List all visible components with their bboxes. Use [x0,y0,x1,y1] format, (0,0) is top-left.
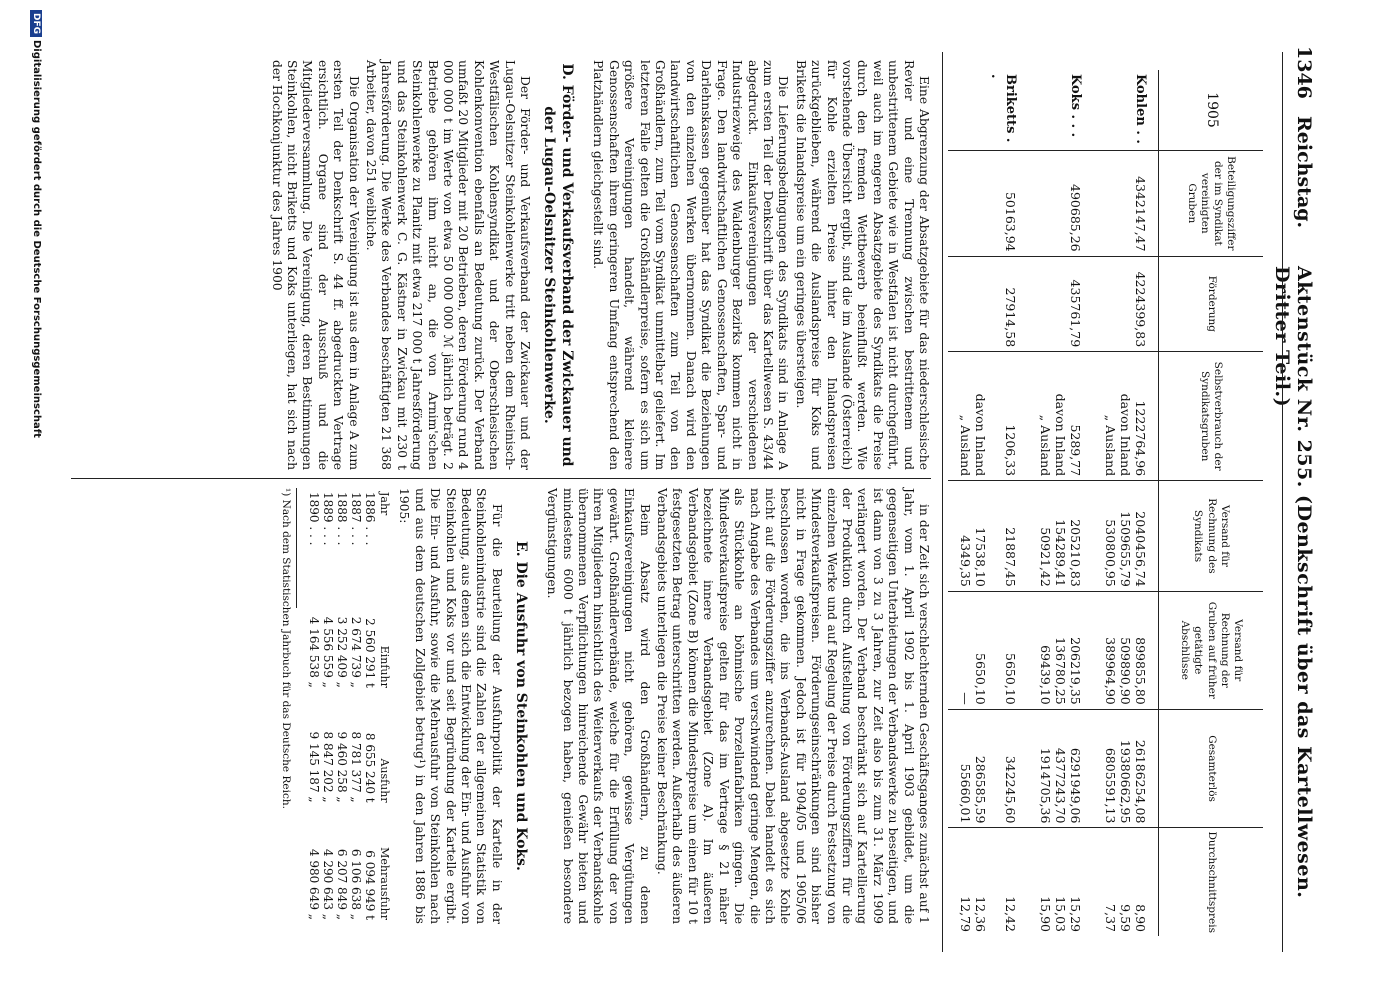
cell-selbstverbrauch-ausland: „ Ausland [1093,352,1118,481]
cell-selbstverbrauch-inland: davon Inland [1053,352,1068,481]
export-cell: 2 560 291 t [362,618,377,688]
paragraph: Für die Beurteilung der Ausfuhrpolitik der Kartelle in der Steinkohlenindustrie sind die Zahlen der allgemeinen Statistik von Bedeutung, aus denen sich die Entwicklung der Ein- und Ausfuhr von Steinkohlen und Koks vor und seit Begründung der Kartelle ergibt. Die Ein- und Ausfuhr, sowie die Mehrausfuhr von Steinkohlen nach und aus dem deutschen Zollgebiet betrug¹) in den Jahren 1886 bis 1905: [397,488,504,924]
cell-foerderung: 4224399,83 [1133,256,1159,352]
paragraph: in der Zeit sich verschlechternden Geschäftsganges zunächst auf 1 Jahr, vom 1. April 1902 bis 1. April 1903 gebildet, um die gegenseitigen Unterbietungen der Verbandswerke zu beseitigen, und ist dann von 3 zu 3 Jahren, zur Zeit also bis zum 31. März 1909 verlängert worden. Der Verband beschränkt sich auf Kartellierung der Produktion durch Aufstellung von Förderungsziffern für die einzelnen Werke und auf Regelung der Preise durch Festsetzung von Mindestverkaufspreisen. Förderungseinschränkungen sind bisher nicht in Frage gekommen. Jedoch ist für 1904/05 und 1905/06 beschlossen worden, die ins Verbands-Ausland abgesetzte Kohle nicht auf die Förderungsziffer anzurechnen. Dabei handelt es sich nach Angabe des Verbandes um verschwindend geringe Mengen, die als Stückkohle an böhmische Porzellanfabriken gingen. Die Mindestverkaufspreise gelten für das im Vertrage § 21 näher bezeichnete innere Verbandsgebiet (Zone A). Im äußeren Verbandsgebiet (Zone B) können die Mindestpreise um einen für 10 t festgesetzten Betrag unterschritten werden. Außerhalb des äußeren Verbandsgebiets unterliegen die Preise keiner Beschränkung. [655,488,931,924]
cell-versand-gruben-inland: 136780,25 [1053,591,1068,709]
cell-preis-ausland: 12,79 [948,828,973,936]
cell-gesamterloes-ausland: 6805591,13 [1093,709,1118,828]
paragraph: Die Lieferungsbedingungen des Syndikats sind in Anlage A zum ersten Teil der Denkschrift über das Kartellwesen S. 43/44 abgedruckt. Einkaufsvereinigungen der verschiedenen Industriezweige des Waldenburger Bezirks kommen nicht in Frage. Den landwirtschaftlichen Genossenschaften, Spar- und Darlehnskassen gegenüber hat das Syndikat die Beziehungen von den einzelnen Werken übernommen. Danach wird den landwirtschaftlichen Genossenschaften zum Teil von den Großhändlern, zum Teil vom Syndikat unmittelbar geliefert. Im letzteren Falle gelten die Großhändlerpreise, sofern es sich um größere Vereinigungen handelt, während kleinere Genossenschaften ihrem geringeren Umfang entsprechend den Platzhändlern gleichgestellt sind. [591,60,791,470]
row-label: Koks . . . [1068,74,1083,138]
export-cell: 6 207 849 „ [334,848,349,920]
table-header-versand-syndikat: Versand für Rechnung des Syndikats [1159,481,1264,592]
table-row [1118,70,1133,936]
left-text-column [266,60,931,470]
export-header-year: Jahr [378,492,391,516]
digitization-text: Digitalisierung gefördert durch die Deutsche Forschungsgemeinschaft [31,40,42,438]
export-cell: 9 460 258 „ [334,731,349,803]
footnote-rule [296,488,297,608]
export-cell: 1889 . . . [320,492,335,546]
cell-versand-gruben-inland: 5650,10 [973,591,988,709]
cell-selbstverbrauch: 1206,33 [988,352,1028,481]
cell-preis-inland: 15,03 [1053,828,1068,936]
cell-preis: 8,90 [1133,828,1159,936]
syndicate-table [948,70,1263,936]
paragraph: Die Organisation der Vereinigung ist aus dem in Anlage A zum ersten Teil der Denkschrift S. 44 ff. abgedruckten Vertrage ersichtlich. Organe sind der Ausschuß und die Mitgliederversammlung. Die Vereinigung, deren Bestimmungen Steinkohlen, nicht Briketts und Koks unterliegen, hat sich nach der Hochkonjunktur des Jahres 1900 [269,60,361,470]
table-row [1028,70,1053,936]
table-row [363,488,377,924]
cell-versand-syndikat-ausland: 4349,35 [948,481,973,592]
table-row [307,488,321,924]
cell-versand-syndikat-ausland: 50921,42 [1028,481,1053,592]
export-cell: 8 847 202 „ [320,731,335,803]
cell-selbstverbrauch-inland: davon Inland [973,352,988,481]
row-label: Kohlen . . [1133,74,1148,144]
row-label: Briketts . . [988,74,1018,143]
footnote: ¹) Nach dem Statistischen Jahrbuch für das Deutsche Reich. [279,488,292,809]
cell-gesamterloes-ausland: 1914705,36 [1028,709,1053,828]
cell-versand-gruben: 206219,35 [1068,591,1093,709]
table-row [948,70,973,936]
cell-gesamterloes: 26186254,08 [1133,709,1159,828]
section-heading-e: E. Die Ausfuhr von Steinkohlen und Koks. [512,541,529,871]
cell-versand-gruben-ausland: — [948,591,973,709]
export-cell: 1887 . . . [348,492,363,546]
table-header-year: 1905 [1159,70,1264,151]
cell-preis-inland: 9,59 [1118,828,1133,936]
right-text-column [279,488,931,924]
paragraph: Eine Abgrenzung der Absatzgebiete für das niederschlesische Revier und eine Trennung zwischen bestrittenem und unbestrittenem Gebiete wie in Westfalen ist nicht durchgeführt, weil auch im engeren Absatzgebiete des Syndikats die Preise durch den fremden Wettbewerb beeinflußt werden. Wie vorstehende Übersicht ergibt, sind die im Auslande (Österreich) für Kohle erzielten Preise hinter den Inlandspreisen zurückgeblieben, während die Auslandspreise für Koks und Briketts die Inlandspreise um ein geringes übersteigen. [793,60,931,470]
table-row [349,488,363,924]
cell-versand-gruben-inland: 509890,90 [1118,591,1133,709]
cell-versand-gruben-ausland: 69439,10 [1028,591,1053,709]
table-row [1053,70,1068,936]
header-rule [1282,52,1283,952]
export-table [307,488,392,924]
section-heading-d: D. Förder- und Verkaufsverband der Zwickauer und der Lugau-Oelsnitzer Steinkohlenwerke. [541,63,576,467]
export-cell: 9 145 187 „ [306,731,321,803]
export-cell: 4 290 643 „ [320,848,335,920]
cell-gesamterloes-inland: 19380662,95 [1118,709,1133,828]
running-head-title: Aktenstück Nr. 255. (Denkschrift über das Kartellwesen. Dritter Teil.) [1271,266,1315,899]
cell-versand-syndikat-inland: 154289,41 [1053,481,1068,592]
running-head-left: Reichstag. [1293,116,1315,229]
cell-gesamterloes-ausland: 55660,01 [948,709,973,828]
cell-versand-syndikat: 2040456,74 [1133,481,1159,592]
table-header-durchschnittspreis: Durchschnittspreis [1159,828,1264,936]
cell-beteiligung: 4342147,47 [1133,151,1159,257]
table-row [973,70,988,936]
paragraph: Der Förder- und Verkaufsverband der Zwickauer und der Lugau-Oelsnitzer Steinkohlenwerke tritt neben dem Rheinisch-Westfälischen Kohlensyndikat und der Oberschlesischen Kohlenkonvention ebenfalls an Bedeutung zurück. Der Verband umfaßt 20 Mitglieder mit 20 Betrieben, deren Förderung rund 4 000 000 t im Werte von etwa 50 000 000 ℳ jährlich beträgt. 2 Betriebe gehören ihm nicht an, die von Arnim'schen Steinkohlenwerke zu Planitz mit etwa 217 000 t Jahresförderung und das Steinkohlenwerk C. G. Kästner in Zwickau mit 230 t Jahresförderung. Die Werke des Verbandes beschäftigten 21 368 Arbeiter, davon 251 weibliche. [364,60,533,470]
export-cell: 2 674 739 „ [348,616,363,688]
table-row [988,70,1028,936]
table-header-foerderung: Förderung [1159,256,1264,352]
cell-versand-syndikat: 205210,83 [1068,481,1093,592]
cell-preis-ausland: 7,37 [1093,828,1118,936]
table-row [321,488,335,924]
paragraph: Beim Absatz wird den Großhändlern, zu denen Einkaufsvereinigungen nicht gehören, gewisse Vergütungen gewährt. Großhändlerverbände, welche für die Erfüllung der von ihren Mitgliedern hinsichtlich des Weiterverkaufs der Verbandskohle übernommenen Verpflichtungen hinreichende Gewähr bieten und mindestens 6000 t jährlich bezogen haben, genießen besondere Vergünstigungen. [545,488,652,924]
table-row [1093,70,1118,936]
cell-versand-gruben-ausland: 389964,90 [1093,591,1118,709]
export-cell: 1888 . . . [334,492,349,546]
cell-selbstverbrauch-ausland: „ Ausland [948,352,973,481]
export-cell: 6 106 638 „ [348,848,363,920]
table-row [1068,70,1093,936]
digitization-credit [18,10,48,950]
cell-gesamterloes: 342245,60 [988,709,1028,828]
dfg-logo: DFG [30,10,42,37]
export-cell: 3 252 409 „ [334,616,349,688]
cell-beteiligung: 490685,26 [1068,151,1093,257]
table-bottom-rule [942,52,943,952]
export-cell: 4 164 538 „ [306,616,321,688]
export-cell: 8 655 240 t [362,732,377,803]
cell-versand-syndikat-inland: 1509655,79 [1118,481,1133,592]
table-row [1133,70,1159,936]
cell-preis-inland: 12,36 [973,828,988,936]
cell-gesamterloes-inland: 286585,59 [973,709,988,828]
export-header-surplus: Mehrausfuhr [378,847,391,920]
cell-selbstverbrauch-ausland: „ Ausland [1028,352,1053,481]
cell-selbstverbrauch-inland: davon Inland [1118,352,1133,481]
cell-versand-gruben: 5650,10 [988,591,1028,709]
cell-preis: 12,42 [988,828,1028,936]
cell-gesamterloes-inland: 4377243,70 [1053,709,1068,828]
cell-versand-syndikat: 21887,45 [988,481,1028,592]
table-header-versand-gruben: Versand für Rechnung der Gruben auf früher getätigte Abschlüsse [1159,591,1264,709]
export-cell: 6 094 949 t [362,850,377,920]
export-cell: 1890 . . . [306,492,321,546]
export-cell: 4 980 649 „ [306,848,321,920]
table-row [335,488,349,924]
export-cell: 8 781 377 „ [348,731,363,803]
export-header-export: Ausfuhr [378,758,391,803]
cell-foerderung: 27914,58 [988,256,1028,352]
table-header-gesamterloes: Gesamterlös [1159,709,1264,828]
cell-versand-gruben: 899855,80 [1133,591,1159,709]
table-header-beteiligung: Beteiligungsziffer der im Syndikat vereinigten Gruben [1159,151,1264,257]
cell-selbstverbrauch: 5289,77 [1068,352,1093,481]
cell-versand-syndikat-inland: 17538,10 [973,481,988,592]
cell-foerderung: 435761,79 [1068,256,1093,352]
cell-beteiligung: 50163,94 [988,151,1028,257]
page-number: 1346 [1293,46,1315,99]
export-cell: 1886 . . . [362,492,377,546]
table-header-selbstverbrauch: Selbstverbrauch der Syndikatsgruben [1159,352,1264,481]
export-cell: 4 556 559 „ [320,616,335,688]
cell-gesamterloes: 6291949,06 [1068,709,1093,828]
cell-selbstverbrauch: 1222764,96 [1133,352,1159,481]
page-header [1271,46,1315,926]
cell-preis: 15,29 [1068,828,1093,936]
export-header-import: Einfuhr [378,645,391,688]
cell-versand-syndikat-ausland: 530800,95 [1093,481,1118,592]
cell-preis-ausland: 15,90 [1028,828,1053,936]
column-divider [71,478,931,479]
